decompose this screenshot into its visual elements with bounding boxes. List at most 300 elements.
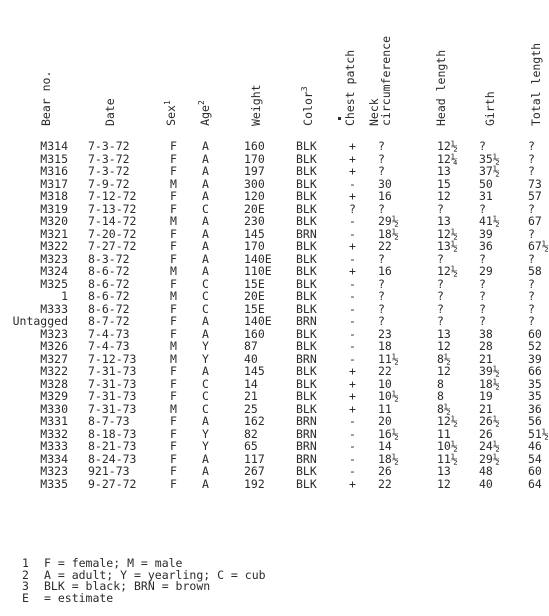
bear-no-cell: M318 xyxy=(40,189,68,203)
neck-cell: 23 xyxy=(378,326,392,341)
weight-cell: 145 xyxy=(244,226,265,241)
neck-cell: ? xyxy=(378,289,385,303)
age-cell: C xyxy=(202,376,209,391)
date-cell: 7-13-72 xyxy=(88,201,137,216)
age-cell: Y xyxy=(202,439,209,453)
table-row xyxy=(0,164,549,177)
head-length-cell: 12½ xyxy=(437,226,458,241)
age-cell: A xyxy=(202,176,209,191)
chest-patch-cell: - xyxy=(349,314,356,328)
total-length-cell: ? xyxy=(528,164,535,178)
color-cell: BLK xyxy=(296,214,317,228)
neck-cell: 14 xyxy=(378,439,392,453)
sex-cell: M xyxy=(170,176,177,191)
sex-cell: F xyxy=(170,439,177,453)
total-length-cell: 56 xyxy=(528,414,542,428)
girth-cell: ? xyxy=(479,289,486,303)
chest-patch-cell: - xyxy=(349,276,356,291)
weight-cell: 25 xyxy=(244,401,258,416)
total-length-cell: 52 xyxy=(528,339,542,353)
sex-cell: F xyxy=(170,451,177,466)
color-cell: BLK xyxy=(296,401,317,416)
weight-cell: 20E xyxy=(244,201,265,216)
girth-cell: ? xyxy=(479,314,486,328)
sex-cell: F xyxy=(170,414,177,428)
bear-no-cell: M332 xyxy=(40,426,68,441)
footnote-text: F = female; M = male xyxy=(44,556,183,570)
header-girth: Girth xyxy=(483,91,497,126)
color-cell: BLK xyxy=(296,189,317,203)
girth-cell: 36 xyxy=(479,239,493,253)
header-color: Color$^3$ xyxy=(300,86,315,126)
chest-patch-cell: - xyxy=(349,176,356,191)
age-cell: A xyxy=(202,164,209,178)
girth-cell: 40 xyxy=(479,476,493,491)
header-tick-mark xyxy=(338,117,341,120)
sex-cell: M xyxy=(170,214,177,228)
table-row xyxy=(0,414,549,427)
table-row xyxy=(0,327,549,340)
table-row xyxy=(0,427,549,440)
sex-cell: M xyxy=(170,351,177,366)
girth-cell: 18½ xyxy=(479,376,500,391)
neck-cell: 18½ xyxy=(378,226,399,241)
sex-cell: M xyxy=(170,401,177,416)
footnote-key: 1 xyxy=(22,556,29,570)
chest-patch-cell: + xyxy=(349,139,356,153)
sex-cell: F xyxy=(170,276,177,291)
bear-no-cell: M316 xyxy=(40,164,68,178)
header-weight: Weight xyxy=(249,84,263,126)
chest-patch-cell: - xyxy=(349,451,356,466)
header-sex: Sex$^1$ xyxy=(163,100,178,126)
color-cell: BLK xyxy=(296,201,317,216)
head-length-cell: 13 xyxy=(437,326,451,341)
chest-patch-cell: - xyxy=(349,226,356,241)
weight-cell: 40 xyxy=(244,351,258,366)
weight-cell: 120 xyxy=(244,189,265,203)
bear-no-cell: M323 xyxy=(40,326,68,341)
head-length-cell: 13½ xyxy=(437,239,458,253)
neck-cell: ? xyxy=(378,151,385,166)
footnote-key: 2 xyxy=(22,567,29,582)
weight-cell: 140E xyxy=(244,251,272,266)
neck-cell: 22 xyxy=(378,476,392,491)
date-cell: 7-3-72 xyxy=(88,164,130,178)
date-cell: 7-4-73 xyxy=(88,339,130,353)
date-cell: 7-12-72 xyxy=(88,189,137,203)
bear-no-cell: M328 xyxy=(40,376,68,391)
header-head-length: Head length xyxy=(434,49,448,126)
bear-no-cell: M326 xyxy=(40,339,68,353)
chest-patch-cell: + xyxy=(349,239,356,253)
bear-no-cell: M333 xyxy=(40,301,68,316)
chest-patch-cell: - xyxy=(349,439,356,453)
girth-cell: 35½ xyxy=(479,151,500,166)
chest-patch-cell: - xyxy=(349,464,356,478)
chest-patch-cell: + xyxy=(349,189,356,203)
head-length-cell: 8½ xyxy=(437,401,451,416)
date-cell: 7-31-73 xyxy=(88,364,137,378)
bear-no-cell: M315 xyxy=(40,151,68,166)
chest-patch-cell: + xyxy=(349,476,356,491)
footnote-text: A = adult; Y = yearling; C = cub xyxy=(44,567,266,582)
table-row xyxy=(0,252,549,265)
total-length-cell: ? xyxy=(528,251,535,266)
color-cell: BLK xyxy=(296,301,317,316)
weight-cell: 145 xyxy=(244,364,265,378)
neck-cell: 11½ xyxy=(378,351,399,366)
color-cell: BLK xyxy=(296,476,317,491)
table-row xyxy=(0,352,549,365)
color-cell: BLK xyxy=(296,176,317,191)
bear-no-cell: M325 xyxy=(40,276,68,291)
color-cell: BRN xyxy=(296,426,317,441)
total-length-cell: 35 xyxy=(528,389,542,403)
girth-cell: ? xyxy=(479,251,486,266)
sex-cell: F xyxy=(170,476,177,491)
neck-cell: 16½ xyxy=(378,426,399,441)
date-cell: 7-9-72 xyxy=(88,176,130,191)
date-cell: 7-31-73 xyxy=(88,389,137,403)
head-length-cell: 15 xyxy=(437,176,451,191)
weight-cell: 140E xyxy=(244,314,272,328)
sex-cell: F xyxy=(170,389,177,403)
chest-patch-cell: + xyxy=(349,151,356,166)
color-cell: BLK xyxy=(296,376,317,391)
chest-patch-cell: - xyxy=(349,351,356,366)
chest-patch-cell: + xyxy=(349,364,356,378)
date-cell: 8-6-72 xyxy=(88,276,130,291)
sex-cell: F xyxy=(170,201,177,216)
girth-cell: 21 xyxy=(479,401,493,416)
weight-cell: 300 xyxy=(244,176,265,191)
date-cell: 7-20-72 xyxy=(88,226,137,241)
neck-cell: ? xyxy=(378,276,385,291)
sex-cell: F xyxy=(170,139,177,153)
weight-cell: 87 xyxy=(244,339,258,353)
girth-cell: 19 xyxy=(479,389,493,403)
chest-patch-cell: + xyxy=(349,389,356,403)
header-total-length: Total length xyxy=(529,42,543,126)
bear-no-cell: M323 xyxy=(40,464,68,478)
neck-cell: 11 xyxy=(378,401,392,416)
table-row xyxy=(0,439,549,452)
girth-cell: 37½ xyxy=(479,164,500,178)
chest-patch-cell: + xyxy=(349,376,356,391)
girth-cell: 31 xyxy=(479,189,493,203)
chest-patch-cell: - xyxy=(349,326,356,341)
sex-cell: F xyxy=(170,326,177,341)
chest-patch-cell: + xyxy=(349,401,356,416)
table-row xyxy=(0,364,549,377)
bear-no-cell: M331 xyxy=(40,414,68,428)
girth-cell: 26½ xyxy=(479,414,500,428)
bear-no-cell: M314 xyxy=(40,139,68,153)
girth-cell: ? xyxy=(479,201,486,216)
footnote-text: = estimate xyxy=(44,590,114,605)
age-cell: A xyxy=(202,264,209,278)
chest-patch-cell: - xyxy=(349,289,356,303)
head-length-cell: 11½ xyxy=(437,451,458,466)
neck-cell: 22 xyxy=(378,239,392,253)
girth-cell: 50 xyxy=(479,176,493,191)
age-cell: A xyxy=(202,226,209,241)
date-cell: 7-31-73 xyxy=(88,376,137,391)
age-cell: A xyxy=(202,326,209,341)
head-length-cell: 12 xyxy=(437,339,451,353)
age-cell: Y xyxy=(202,426,209,441)
girth-cell: ? xyxy=(479,276,486,291)
age-cell: C xyxy=(202,389,209,403)
weight-cell: 82 xyxy=(244,426,258,441)
total-length-cell: 39 xyxy=(528,351,542,366)
chest-patch-cell: - xyxy=(349,301,356,316)
girth-cell: 38 xyxy=(479,326,493,341)
head-length-cell: ? xyxy=(437,301,444,316)
table-row xyxy=(0,377,549,390)
age-cell: A xyxy=(202,214,209,228)
color-cell: BLK xyxy=(296,139,317,153)
total-length-cell: 73 xyxy=(528,176,542,191)
date-cell: 7-27-72 xyxy=(88,239,137,253)
sex-cell: F xyxy=(170,151,177,166)
table-row xyxy=(0,152,549,165)
bear-no-cell: M320 xyxy=(40,214,68,228)
total-length-cell: ? xyxy=(528,201,535,216)
color-cell: BLK xyxy=(296,251,317,266)
bear-no-cell: M333 xyxy=(40,439,68,453)
weight-cell: 160 xyxy=(244,139,265,153)
age-cell: A xyxy=(202,139,209,153)
table-row xyxy=(0,289,549,302)
head-length-cell: 8½ xyxy=(437,351,451,366)
color-cell: BLK xyxy=(296,239,317,253)
header-bear-no: Bear no. xyxy=(39,70,53,126)
chest-patch-cell: + xyxy=(349,164,356,178)
sex-cell: F xyxy=(170,376,177,391)
color-cell: BLK xyxy=(296,389,317,403)
weight-cell: 117 xyxy=(244,451,265,466)
date-cell: 7-3-72 xyxy=(88,139,130,153)
neck-cell: 26 xyxy=(378,464,392,478)
total-length-cell: ? xyxy=(528,139,535,153)
table-row xyxy=(0,227,549,240)
head-length-cell: 13 xyxy=(437,214,451,228)
header-neck-circumference: Neck circumference xyxy=(367,35,393,126)
bear-no-cell: M322 xyxy=(40,239,68,253)
head-length-cell: 12½ xyxy=(437,414,458,428)
weight-cell: 15E xyxy=(244,276,265,291)
table-row xyxy=(0,339,549,352)
bear-no-cell: M321 xyxy=(40,226,68,241)
girth-cell: 39½ xyxy=(479,364,500,378)
weight-cell: 160 xyxy=(244,326,265,341)
girth-cell: 24½ xyxy=(479,439,500,453)
age-cell: C xyxy=(202,201,209,216)
total-length-cell: 54 xyxy=(528,451,542,466)
date-cell: 7-3-72 xyxy=(88,151,130,166)
age-cell: A xyxy=(202,414,209,428)
date-cell: 8-18-73 xyxy=(88,426,137,441)
girth-cell: 28 xyxy=(479,339,493,353)
bear-no-cell: M323 xyxy=(40,251,68,266)
neck-cell: 18 xyxy=(378,339,392,353)
sex-cell: F xyxy=(170,226,177,241)
girth-cell: 29½ xyxy=(479,451,500,466)
neck-cell: ? xyxy=(378,251,385,266)
bear-no-cell: M324 xyxy=(40,264,68,278)
total-length-cell: 60 xyxy=(528,464,542,478)
head-length-cell: ? xyxy=(437,276,444,291)
neck-cell: 18½ xyxy=(378,451,399,466)
color-cell: BRN xyxy=(296,314,317,328)
age-cell: A xyxy=(202,151,209,166)
weight-cell: 197 xyxy=(244,164,265,178)
bear-no-cell: M317 xyxy=(40,176,68,191)
age-cell: A xyxy=(202,314,209,328)
total-length-cell: 67½ xyxy=(528,239,549,253)
table-row xyxy=(0,402,549,415)
bear-no-cell: M335 xyxy=(40,476,68,491)
chest-patch-cell: - xyxy=(349,214,356,228)
sex-cell: F xyxy=(170,251,177,266)
weight-cell: 170 xyxy=(244,151,265,166)
sex-cell: M xyxy=(170,339,177,353)
date-cell: 8-7-73 xyxy=(88,414,130,428)
chest-patch-cell: - xyxy=(349,426,356,441)
weight-cell: 21 xyxy=(244,389,258,403)
neck-cell: ? xyxy=(378,139,385,153)
table-row xyxy=(0,477,549,490)
date-cell: 7-4-73 xyxy=(88,326,130,341)
age-cell: C xyxy=(202,301,209,316)
color-cell: BLK xyxy=(296,289,317,303)
age-cell: A xyxy=(202,364,209,378)
weight-cell: 230 xyxy=(244,214,265,228)
table-row xyxy=(0,302,549,315)
table-row xyxy=(0,214,549,227)
date-cell: 8-7-72 xyxy=(88,314,130,328)
footnote-key: 3 xyxy=(22,579,29,593)
date-cell: 8-6-72 xyxy=(88,301,130,316)
neck-cell: ? xyxy=(378,301,385,316)
head-length-cell: 12½ xyxy=(437,139,458,153)
total-length-cell: 57 xyxy=(528,189,542,203)
table-row xyxy=(0,139,549,152)
head-length-cell: 12 xyxy=(437,364,451,378)
table-row xyxy=(0,452,549,465)
chest-patch-cell: - xyxy=(349,339,356,353)
head-length-cell: ? xyxy=(437,201,444,216)
chest-patch-cell: - xyxy=(349,251,356,266)
bear-no-cell: M330 xyxy=(40,401,68,416)
neck-cell: 22 xyxy=(378,364,392,378)
color-cell: BLK xyxy=(296,276,317,291)
age-cell: Y xyxy=(202,351,209,366)
total-length-cell: ? xyxy=(528,151,535,166)
head-length-cell: 8 xyxy=(437,389,444,403)
girth-cell: 29 xyxy=(479,264,493,278)
age-cell: C xyxy=(202,289,209,303)
bear-no-cell: M322 xyxy=(40,364,68,378)
table-row xyxy=(0,202,549,215)
weight-cell: 170 xyxy=(244,239,265,253)
bear-no-cell: Untagged xyxy=(12,314,68,328)
neck-cell: 30 xyxy=(378,176,392,191)
head-length-cell: ? xyxy=(437,314,444,328)
table-row xyxy=(0,239,549,252)
table-row xyxy=(0,389,549,402)
total-length-cell: 35 xyxy=(528,376,542,391)
weight-cell: 65 xyxy=(244,439,258,453)
color-cell: BLK xyxy=(296,339,317,353)
chest-patch-cell: ? xyxy=(349,201,356,216)
age-cell: A xyxy=(202,189,209,203)
sex-cell: M xyxy=(170,264,177,278)
head-length-cell: 11 xyxy=(437,426,451,441)
girth-cell: 48 xyxy=(479,464,493,478)
sex-cell: F xyxy=(170,239,177,253)
girth-cell: ? xyxy=(479,301,486,316)
header-chest-patch: Chest patch xyxy=(343,49,357,126)
age-cell: A xyxy=(202,464,209,478)
neck-cell: ? xyxy=(378,201,385,216)
head-length-cell: 13 xyxy=(437,164,451,178)
head-length-cell: 12¼ xyxy=(437,151,458,166)
table-row xyxy=(0,177,549,190)
total-length-cell: ? xyxy=(528,276,535,291)
total-length-cell: 46 xyxy=(528,439,542,453)
neck-cell: 16 xyxy=(378,189,392,203)
neck-cell: 10½ xyxy=(378,389,399,403)
table-row xyxy=(0,189,549,202)
total-length-cell: 67 xyxy=(528,214,542,228)
color-cell: BRN xyxy=(296,414,317,428)
table-body xyxy=(0,139,549,489)
head-length-cell: 13 xyxy=(437,464,451,478)
footnote xyxy=(22,590,266,605)
weight-cell: 20E xyxy=(244,289,265,303)
table-row xyxy=(0,277,549,290)
head-length-cell: ? xyxy=(437,251,444,266)
weight-cell: 267 xyxy=(244,464,265,478)
date-cell: 8-6-72 xyxy=(88,289,130,303)
neck-cell: ? xyxy=(378,164,385,178)
sex-cell: F xyxy=(170,301,177,316)
chest-patch-cell: - xyxy=(349,414,356,428)
color-cell: BLK xyxy=(296,364,317,378)
girth-cell: 39 xyxy=(479,226,493,241)
total-length-cell: ? xyxy=(528,226,535,241)
total-length-cell: ? xyxy=(528,314,535,328)
date-cell: 9-27-72 xyxy=(88,476,137,491)
date-cell: 8-24-73 xyxy=(88,451,137,466)
bear-no-cell: M334 xyxy=(40,451,68,466)
table-row xyxy=(0,314,549,327)
color-cell: BLK xyxy=(296,151,317,166)
neck-cell: 29½ xyxy=(378,214,399,228)
total-length-cell: 36 xyxy=(528,401,542,416)
sex-cell: M xyxy=(170,289,177,303)
total-length-cell: 58 xyxy=(528,264,542,278)
bear-no-cell: M319 xyxy=(40,201,68,216)
age-cell: C xyxy=(202,276,209,291)
weight-cell: 14 xyxy=(244,376,258,391)
header-age: Age$^2$ xyxy=(197,100,212,126)
header-date: Date xyxy=(103,98,117,126)
footnote-key: E xyxy=(22,590,29,605)
